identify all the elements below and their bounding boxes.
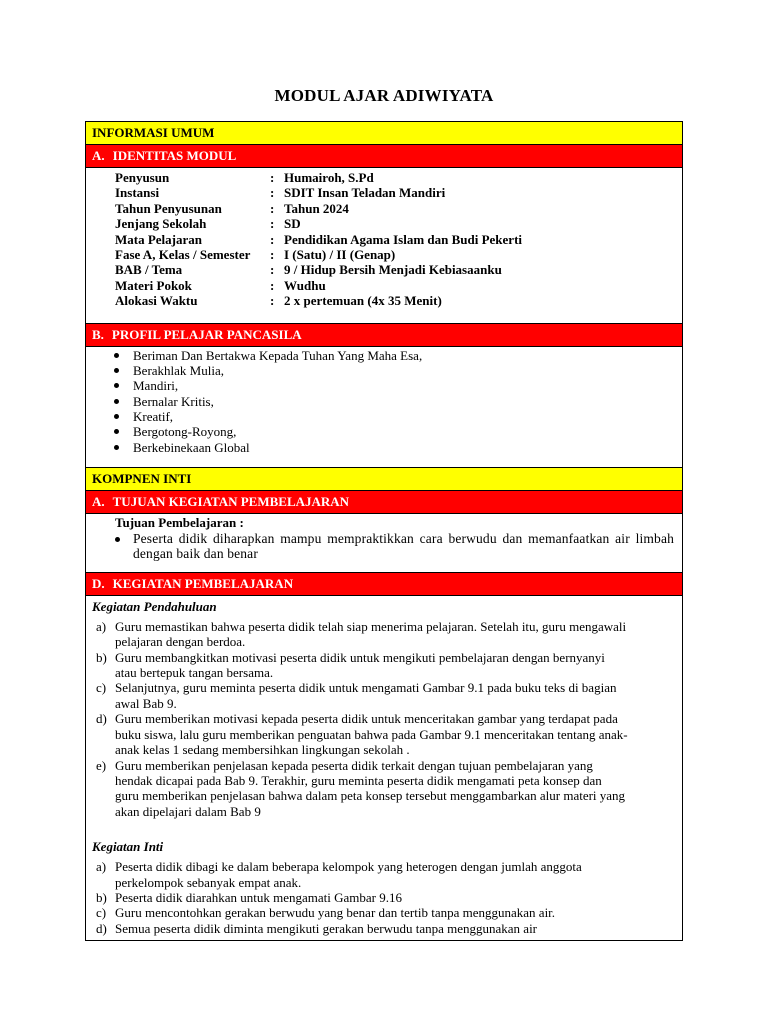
kegiatan-item	[92, 650, 673, 681]
kegiatan-item-line: pelajaran dengan berdoa.	[115, 634, 246, 650]
identitas-row	[115, 216, 682, 231]
kegiatan-item-label: b)	[96, 889, 107, 905]
kegiatan-item-label: c)	[96, 905, 107, 921]
profil-item: Beriman Dan Bertakwa Kepada Tuhan Yang Maha Esa,	[133, 348, 682, 363]
subsection-title: IDENTITAS MODUL	[112, 148, 237, 163]
identitas-row	[115, 201, 682, 216]
identitas-key: Fase A, Kelas / Semester	[115, 246, 251, 262]
kegiatan-inti-list	[92, 859, 673, 936]
kegiatan-item-line: Guru memastikan bahwa peserta didik telah siap menerima pelajaran. Setelah itu, guru mengawali	[115, 618, 627, 634]
identitas-value: Tahun 2024	[284, 200, 349, 216]
profil-item: Bernalar Kritis,	[133, 394, 682, 409]
identitas-key: BAB / Tema	[115, 262, 183, 278]
subsection-prefix: D.	[92, 575, 105, 591]
kegiatan-item-line: Guru memberikan motivasi kepada peserta didik untuk menceritakan gambar yang terdapat pada	[115, 711, 618, 727]
subsection-prefix: A.	[92, 494, 105, 510]
identitas-key: Tahun Penyusunan	[115, 200, 222, 216]
tujuan-item: Peserta didik diharapkan mampu mempraktikkan cara berwudu dan memanfaatkan air limbah dengan baik dan benar	[115, 531, 682, 562]
kegiatan-item-line: Selanjutnya, guru meminta peserta didik untuk mengamati Gambar 9.1 pada buku teks di bagian	[115, 680, 617, 696]
section-header-komponen-inti: KOMPNEN INTI	[86, 468, 682, 491]
identitas-row	[115, 232, 682, 247]
identitas-row	[115, 247, 682, 262]
kegiatan-item-line: Peserta didik dibagi ke dalam beberapa kelompok yang heterogen dengan jumlah anggota	[115, 859, 582, 875]
kegiatan-item-line: hendak dicapai pada Bab 9. Terakhir, guru meminta peserta didik mengamati peta konsep dan	[115, 772, 602, 788]
kegiatan-item	[92, 859, 673, 890]
identitas-key: Alokasi Waktu	[115, 293, 198, 309]
module-table	[85, 121, 683, 941]
kegiatan-item	[92, 890, 673, 905]
kegiatan-pendahuluan-list	[92, 619, 673, 819]
identitas-separator: :	[270, 246, 275, 262]
subsection-header-profil	[86, 324, 682, 347]
kegiatan-item	[92, 905, 673, 920]
identitas-value: I (Satu) / II (Genap)	[284, 246, 396, 262]
identitas-row	[115, 170, 682, 185]
kegiatan-item	[92, 758, 673, 820]
subsection-header-kegiatan	[86, 573, 682, 596]
subsection-header-tujuan	[86, 491, 682, 514]
identitas-key: Materi Pokok	[115, 277, 192, 293]
identitas-key: Penyusun	[115, 170, 170, 185]
subsection-title: PROFIL PELAJAR PANCASILA	[111, 326, 302, 342]
identitas-separator: :	[270, 262, 275, 278]
profil-cell	[86, 347, 682, 469]
kegiatan-item-line: buku siswa, lalu guru memberikan penguatan bahwa pada Gambar 9.1 menceritakan tentang anak-	[115, 726, 628, 742]
kegiatan-item-label: d)	[96, 920, 107, 936]
kegiatan-item-label: d)	[96, 711, 107, 727]
kegiatan-item-line: Peserta didik diarahkan untuk mengamati Gambar 9.16	[115, 889, 403, 905]
kegiatan-item-line: awal Bab 9.	[115, 695, 177, 711]
kegiatan-item	[92, 619, 673, 650]
subsection-prefix: A.	[92, 148, 105, 163]
identitas-separator: :	[270, 170, 275, 185]
profil-item: Berakhlak Mulia,	[133, 363, 682, 378]
kegiatan-pendahuluan-title: Kegiatan Pendahuluan	[92, 598, 217, 614]
tujuan-subheader: Tujuan Pembelajaran :	[115, 515, 244, 531]
identitas-row	[115, 278, 682, 293]
kegiatan-item-label: e)	[96, 757, 107, 773]
kegiatan-item-line: Semua peserta didik diminta mengikuti gerakan berwudu tanpa menggunakan air	[115, 920, 538, 936]
profil-item: Berkebinekaan Global	[133, 440, 682, 455]
kegiatan-inti-title: Kegiatan Inti	[92, 839, 164, 855]
identitas-value: SD	[284, 216, 301, 232]
identitas-key: Jenjang Sekolah	[115, 216, 207, 232]
kegiatan-item-line: guru memberikan penjelasan bahwa dalam peta konsep tersebut menggambarkan alur materi yang	[115, 788, 626, 804]
identitas-value: SDIT Insan Teladan Mandiri	[284, 185, 446, 201]
subsection-title: TUJUAN KEGIATAN PEMBELAJARAN	[112, 494, 350, 510]
tujuan-list	[115, 531, 682, 562]
kegiatan-item	[92, 711, 673, 757]
kegiatan-item-label: b)	[96, 649, 107, 665]
spacer	[92, 819, 673, 839]
kegiatan-item	[92, 680, 673, 711]
subsection-title: KEGIATAN PEMBELAJARAN	[112, 575, 294, 591]
kegiatan-item-label: a)	[96, 859, 107, 875]
kegiatan-item-line: Guru mencontohkan gerakan berwudu yang benar dan tertib tanpa menggunakan air.	[115, 905, 556, 921]
identitas-separator: :	[270, 185, 275, 201]
identitas-row	[115, 293, 682, 308]
kegiatan-item-line: anak kelas 1 sedang membersihkan lingkungan sekolah .	[115, 742, 410, 758]
identitas-row	[115, 185, 682, 200]
kegiatan-item	[92, 921, 673, 936]
identitas-value: Humairoh, S.Pd	[284, 170, 374, 185]
profil-item: Kreatif,	[133, 409, 682, 424]
identitas-separator: :	[270, 231, 275, 247]
profil-item: Bergotong-Royong,	[133, 424, 682, 439]
identitas-value: Wudhu	[284, 277, 326, 293]
kegiatan-item-line: Guru membangkitkan motivasi peserta didik untuk mengikuti pembelajaran dengan bernyanyi	[115, 649, 605, 665]
page-title: MODUL AJAR ADIWIYATA	[274, 86, 494, 105]
section-header-informasi-umum: INFORMASI UMUM	[86, 122, 682, 145]
identitas-key: Mata Pelajaran	[115, 231, 203, 247]
identitas-row	[115, 262, 682, 277]
profil-list	[86, 347, 682, 468]
kegiatan-item-label: a)	[96, 618, 107, 634]
kegiatan-item-line: atau bertepuk tangan bersama.	[115, 665, 274, 681]
kegiatan-item-label: c)	[96, 680, 107, 696]
identitas-separator: :	[270, 277, 275, 293]
identitas-table	[86, 168, 682, 324]
identitas-value: 2 x pertemuan (4x 35 Menit)	[284, 293, 442, 309]
identitas-value: 9 / Hidup Bersih Menjadi Kebiasaanku	[284, 262, 502, 278]
identitas-separator: :	[270, 200, 275, 216]
kegiatan-item-line: Guru memberikan penjelasan kepada peserta didik terkait dengan tujuan pembelajaran yang	[115, 757, 593, 773]
subsection-prefix: B.	[92, 326, 104, 342]
kegiatan-cell	[86, 596, 682, 940]
identitas-separator: :	[270, 293, 275, 309]
kegiatan-item-line: perkelompok sebanyak empat anak.	[115, 874, 302, 890]
identitas-key: Instansi	[115, 185, 160, 201]
identitas-separator: :	[270, 216, 275, 232]
identitas-value: Pendidikan Agama Islam dan Budi Pekerti	[284, 231, 523, 247]
subsection-header-identitas	[86, 145, 682, 168]
kegiatan-item-line: akan dipelajari dalam Bab 9	[115, 803, 261, 819]
tujuan-cell	[86, 514, 682, 573]
profil-item: Mandiri,	[133, 378, 682, 393]
